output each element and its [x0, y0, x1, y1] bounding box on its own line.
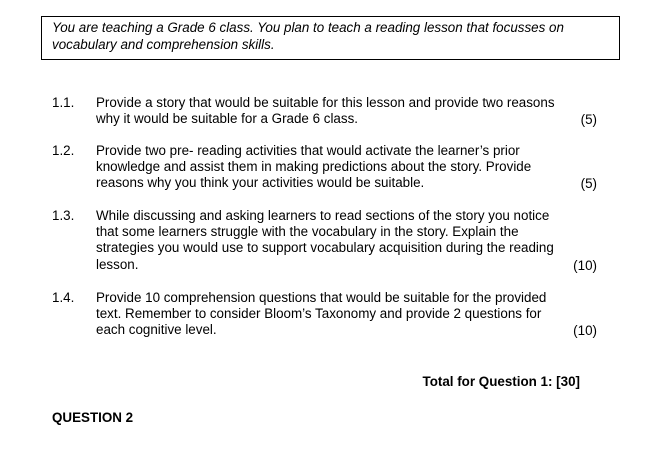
question-number: 1.1. — [52, 95, 75, 110]
question-1-1 — [52, 95, 597, 129]
question-1-2 — [52, 143, 597, 193]
question-1-4 — [52, 290, 597, 340]
question-number: 1.4. — [52, 290, 75, 305]
question-marks: (10) — [573, 258, 597, 273]
question-marks: (5) — [580, 112, 597, 127]
question-heading: QUESTION 2 — [52, 410, 134, 425]
question-text: While discussing and asking learners to read sections of the story you notice that some learners struggle with the vocabulary in the story. Explain the strategies you would use to support vocabulary acquisition during the reading lesson. — [96, 208, 554, 272]
question-marks: (10) — [573, 323, 597, 338]
question-marks: (5) — [580, 176, 597, 191]
question-text: Provide 10 comprehension questions that would be suitable for the provided text. Remember to consider Bloom’s Taxonomy and provide 2 questions for each cognitive level. — [96, 290, 547, 338]
scenario-text: You are teaching a Grade 6 class. You plan to teach a reading lesson that focusses on vocabulary and comprehension skills. — [52, 20, 564, 52]
total-marks: Total for Question 1: [30] — [422, 374, 580, 389]
question-1-3 — [52, 208, 597, 274]
scenario-box — [41, 16, 620, 60]
question-text: Provide a story that would be suitable for this lesson and provide two reasons why it would be suitable for a Grade 6 class. — [96, 95, 555, 127]
question-number: 1.3. — [52, 208, 75, 223]
question-number: 1.2. — [52, 143, 75, 158]
question-text: Provide two pre- reading activities that would activate the learner’s prior knowledge and assist them in making predictions about the story. Provide reasons why you think your activities would be suitable. — [96, 143, 532, 191]
